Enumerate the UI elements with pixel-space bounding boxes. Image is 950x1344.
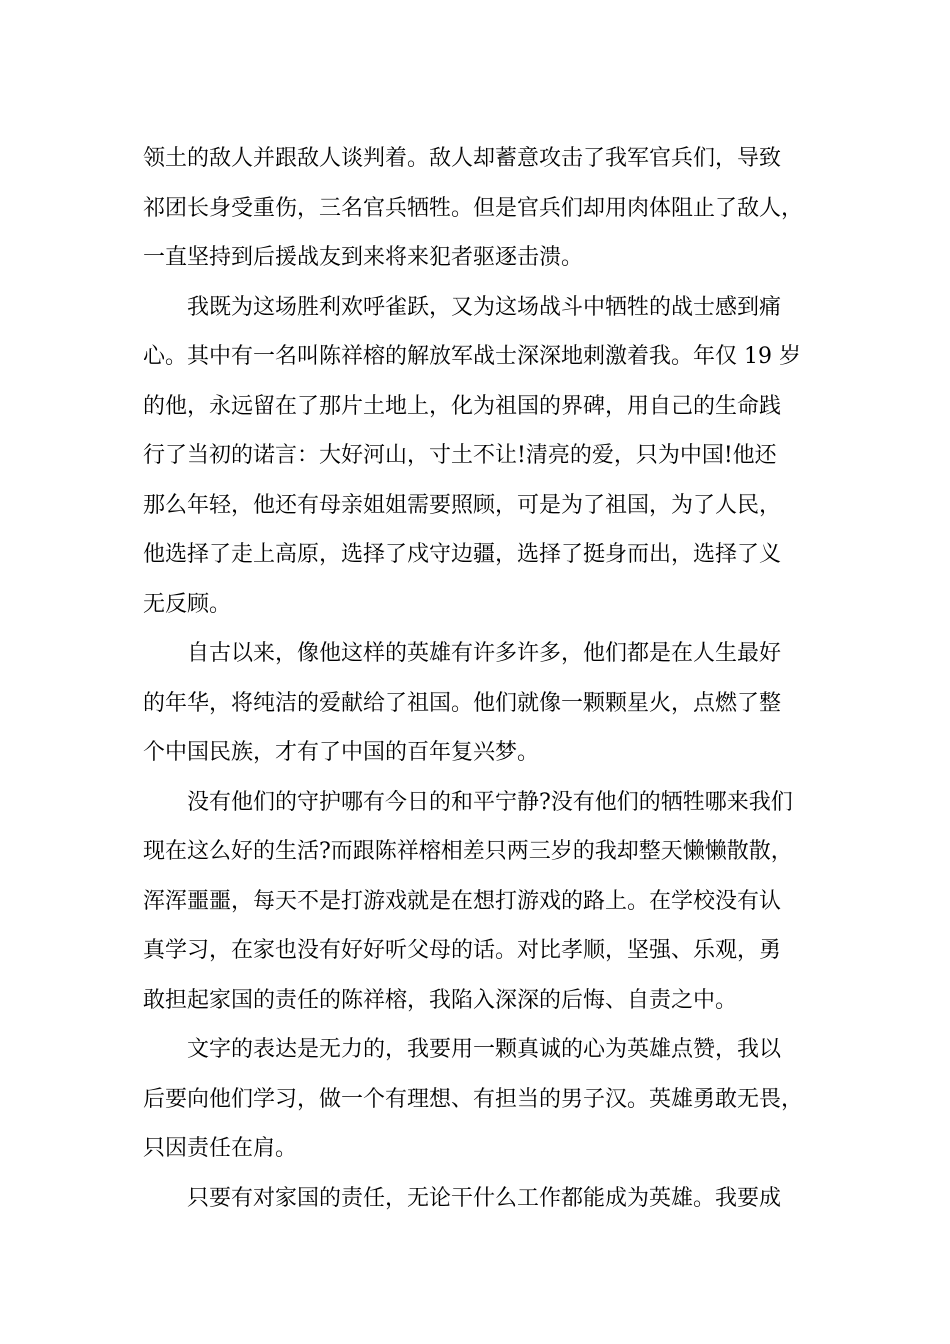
text-line: 心。其中有一名叫陈祥榕的解放军战士深深地刺激着我。年仅 19 岁 (143, 344, 801, 369)
paragraph-4 (143, 778, 811, 1026)
text-line: 浑浑噩噩，每天不是打游戏就是在想打游戏的路上。在学校没有认 (143, 888, 782, 914)
text-line: 后要向他们学习，做一个有理想、有担当的男子汉。英雄勇敢无畏， (143, 1086, 804, 1112)
text-line: 我既为这场胜利欢呼雀跃，又为这场战斗中牺牲的战士感到痛 (187, 294, 782, 320)
text-line: 敢担起家国的责任的陈祥榕，我陷入深深的后悔、自责之中。 (143, 987, 738, 1013)
text-line: 行了当初的诺言：大好河山，寸土不让!清亮的爱，只为中国!他还 (143, 443, 777, 468)
paragraph-6 (143, 1174, 811, 1224)
text-line: 一直坚持到后援战友到来将来犯者驱逐击溃。 (143, 245, 584, 270)
document-body (143, 134, 811, 1223)
paragraph-1 (143, 134, 811, 283)
text-line: 个中国民族，才有了中国的百年复兴梦。 (143, 740, 540, 765)
text-line: 只因责任在肩。 (143, 1136, 298, 1161)
text-line: 真学习，在家也没有好好听父母的话。对比孝顺，坚强、乐观，勇 (143, 938, 782, 963)
text-line: 无反顾。 (143, 591, 232, 617)
text-line: 那么年轻，他还有母亲姐姐需要照顾，可是为了祖国，为了人民， (143, 492, 782, 518)
text-line: 他选择了走上高原，选择了戍守边疆，选择了挺身而出，选择了义 (143, 542, 782, 567)
text-line: 的年华，将纯洁的爱献给了祖国。他们就像一颗颗星火，点燃了整 (143, 690, 782, 716)
text-line: 祁团长身受重伤，三名官兵牺牲。但是官兵们却用肉体阻止了敌人， (143, 195, 804, 221)
text-line: 只要有对家国的责任，无论干什么工作都能成为英雄。我要成 (187, 1185, 782, 1211)
text-line: 没有他们的守护哪有今日的和平宁静?没有他们的牺牲哪来我们 (187, 789, 793, 815)
text-line: 自古以来，像他这样的英雄有许多许多，他们都是在人生最好 (187, 641, 782, 666)
text-line: 领土的敌人并跟敌人谈判着。敌人却蓄意攻击了我军官兵们，导致 (143, 146, 782, 171)
text-line: 文字的表达是无力的，我要用一颗真诚的心为英雄点赞，我以 (187, 1037, 782, 1062)
text-line: 的他，永远留在了那片土地上，化为祖国的界碑，用自己的生命践 (143, 393, 782, 419)
paragraph-3 (143, 629, 811, 778)
paragraph-2 (143, 283, 811, 630)
text-line: 现在这么好的生活?而跟陈祥榕相差只两三岁的我却整天懒懒散散， (143, 839, 793, 864)
paragraph-5 (143, 1025, 811, 1174)
